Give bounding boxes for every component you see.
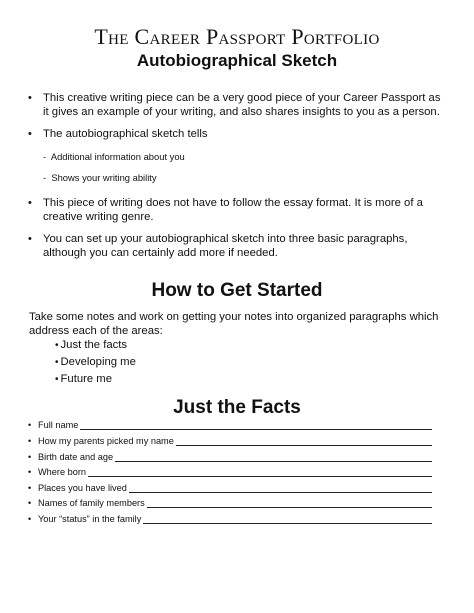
bullet-icon: • [28,436,32,446]
bullet-icon: • [55,357,59,368]
how-to-get-started-heading: How to Get Started [151,280,323,301]
fact-label: Places you have lived [38,483,127,493]
fact-field-full-name[interactable] [26,418,432,432]
document-subtitle: Autobiographical Sketch [136,51,338,70]
fill-in-line[interactable] [38,476,432,477]
dash-icon: - [43,172,47,183]
bullet-icon: • [28,498,32,508]
bullet-text: This creative writing piece can be a very good piece of your Career Passport as it gives an example of your writing, and also shares insights to you as a person. [43,92,441,118]
fact-label: Your “status” in the family [38,514,142,524]
bullet-icon: • [28,128,32,140]
dash-icon: - [43,151,47,162]
fact-field-birth-date[interactable] [26,450,432,464]
fact-label: Birth date and age [38,452,114,462]
fact-label: How my parents picked my name [38,436,174,446]
bullet-text: This piece of writing does not have to follow the essay format. It is more of a creative writing genre. [43,197,423,223]
bullet-text: You can set up your autobiographical sketch into three basic paragraphs, although you can certainly add more if needed. [43,233,408,259]
later-bullet-list-2 [26,233,444,260]
bullet-text: The autobiographical sketch tells [43,128,208,140]
bullet-icon: • [28,233,32,245]
fact-field-name-origin[interactable] [26,434,432,448]
area-text: Just the facts [60,339,128,351]
later-bullet-list [26,197,444,224]
fact-label: Full name [38,420,79,430]
list-item [26,233,444,260]
bullet-icon: • [55,340,59,351]
sub-item-text: Shows your writing ability [51,172,157,183]
intro-bullet-list [26,92,444,119]
area-item [55,372,112,387]
list-item [26,128,444,142]
fact-label: Names of family members [38,498,145,508]
fact-field-family-status[interactable] [26,512,432,526]
intro-bullet-list-2 [26,128,444,142]
just-the-facts-heading: Just the Facts [173,397,301,418]
sub-item-text: Additional information about you [50,151,185,162]
list-item [26,197,444,224]
fill-in-line[interactable] [38,429,432,430]
area-text: Future me [60,373,112,385]
area-text: Developing me [60,356,136,368]
bullet-icon: • [28,452,32,462]
fact-field-places-lived[interactable] [26,481,432,495]
fact-field-family-members[interactable] [26,496,432,510]
bullet-icon: • [28,420,32,430]
document-title: The Career Passport Portfolio [94,24,380,49]
fact-field-where-born[interactable] [26,465,432,479]
list-item [26,92,444,119]
bullet-icon: • [55,374,59,385]
how-paragraph: Take some notes and work on getting your notes into organized paragraphs which address each of the areas: [29,311,439,337]
bullet-icon: • [28,197,32,209]
bullet-icon: • [28,514,32,524]
area-item [55,355,136,370]
sub-list-item [43,151,185,163]
bullet-icon: • [28,92,32,104]
bullet-icon: • [28,483,32,493]
sub-list-item [43,172,157,184]
fact-label: Where born [38,467,87,477]
bullet-icon: • [28,467,32,477]
area-item [55,338,127,353]
